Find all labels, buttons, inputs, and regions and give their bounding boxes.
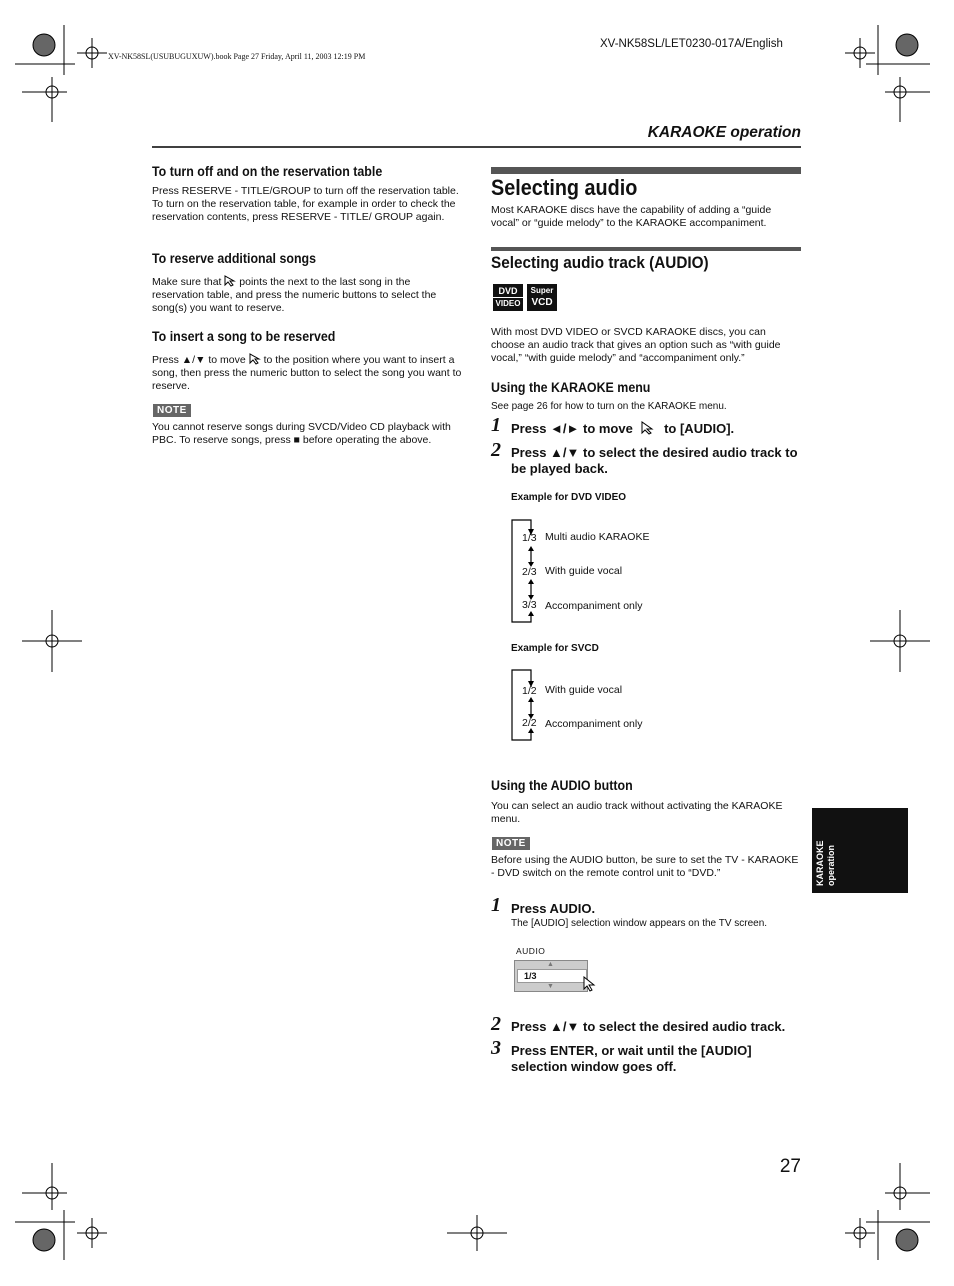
para-text: With most DVD VIDEO or SVCD KARAOKE discs, you can choose an audio track that gives an option such as “with guide vocal,” “with guide melody” and “accompaniment only.” <box>491 326 781 364</box>
step-number: 3 <box>491 1037 501 1059</box>
heading-audio-button: Using the AUDIO button <box>491 778 633 793</box>
step-2-text: Press ▲/▼ to select the desired audio track to be played back. <box>511 445 798 476</box>
step-press-audio-sub: The [AUDIO] selection window appears on the TV screen. <box>511 918 768 929</box>
step-number: 2 <box>491 439 501 461</box>
audio-window-value: 1/3 <box>517 969 587 983</box>
heading-reserve-additional: To reserve additional songs <box>152 251 317 266</box>
dvd-option: With guide vocal <box>545 565 623 577</box>
cursor-icon <box>581 976 597 992</box>
heading-insert-song: To insert a song to be reserved <box>152 329 336 344</box>
down-arrow-icon: ▼ <box>547 983 554 990</box>
side-tab-line2: operation <box>826 844 836 886</box>
step-number: 2 <box>491 1013 501 1035</box>
dvd-ratio: 3/3 <box>522 599 537 611</box>
step-press-enter: Press ENTER, or wait until the [AUDIO] selection window goes off. <box>511 1043 752 1074</box>
dvd-option: Multi audio KARAOKE <box>545 531 650 543</box>
text-reserve-additional: Make sure that points the next to the last song in the reservation table, and press the numeric buttons to select the song(s) you want to reserve. <box>152 276 437 314</box>
side-tab-line1: KARAOKE <box>815 840 825 886</box>
svcd-example-title: Example for SVCD <box>511 643 599 654</box>
page-number: 27 <box>779 1156 801 1177</box>
audio-button-text: You can select an audio track without activating the KARAOKE menu. <box>491 800 783 825</box>
model-number: XV-NK58SL/LET0230-017A/English <box>600 38 783 50</box>
audio-window-label: AUDIO <box>516 946 546 956</box>
text-insert-song: Press ▲/▼ to move to the position where you want to insert a song, then press the numeric button to select the song you want to reserve. <box>152 354 462 392</box>
svcd-icon: Super VCD <box>527 284 557 311</box>
note-text: Before using the AUDIO button, be sure to set the TV - KARAOKE - DVD switch on the remote control unit to “DVD.” <box>491 854 799 879</box>
section-header: KARAOKE operation <box>647 124 801 141</box>
heading-karaoke-menu: Using the KARAOKE menu <box>491 380 651 395</box>
step-press-audio: Press AUDIO. <box>511 901 596 916</box>
dvd-video-icon: DVD VIDEO <box>493 284 523 311</box>
svcd-ratio: 1/2 <box>522 685 537 697</box>
dvd-option: Accompaniment only <box>545 600 643 612</box>
heading-turn-off-reservation: To turn off and on the reservation table <box>152 164 383 179</box>
note-badge: NOTE <box>153 404 191 417</box>
svcd-option: With guide vocal <box>545 684 623 696</box>
book-info: XV-NK58SL(USUBUGUXUW).book Page 27 Friday, April 11, 2003 12:19 PM <box>108 52 366 61</box>
page-title: Selecting audio <box>491 175 638 200</box>
svcd-ratio: 2/2 <box>522 717 537 729</box>
dvd-example-title: Example for DVD VIDEO <box>511 492 627 503</box>
subtitle: Selecting audio track (AUDIO) <box>491 253 709 272</box>
menu-ref: See page 26 for how to turn on the KARAOKE menu. <box>491 401 727 412</box>
note-text: You cannot reserve songs during SVCD/Video CD playback with PBC. To reserve songs, press ■ before operating the above. <box>152 421 451 446</box>
step-number: 1 <box>491 414 501 436</box>
step-1-text: Press ◄/► to move to [AUDIO]. <box>511 421 735 436</box>
text-turn-off-reservation: Press RESERVE - TITLE/GROUP to turn off the reservation table. To turn on the reservation table, for example in order to check the reservation contents, press RESERVE - TITLE/ GROUP again. <box>152 185 459 223</box>
audio-window <box>514 960 588 992</box>
step-number: 1 <box>491 894 501 916</box>
dvd-ratio: 2/3 <box>522 566 537 578</box>
svcd-option: Accompaniment only <box>545 718 643 730</box>
step-select-track: Press ▲/▼ to select the desired audio track. <box>511 1019 786 1034</box>
up-arrow-icon: ▲ <box>547 961 554 968</box>
side-tab <box>812 808 908 893</box>
intro-text: Most KARAOKE discs have the capability of adding a “guide vocal” or “guide melody” to the KARAOKE accompaniment. <box>491 204 772 229</box>
note-badge: NOTE <box>492 837 530 850</box>
dvd-ratio: 1/3 <box>522 532 537 544</box>
